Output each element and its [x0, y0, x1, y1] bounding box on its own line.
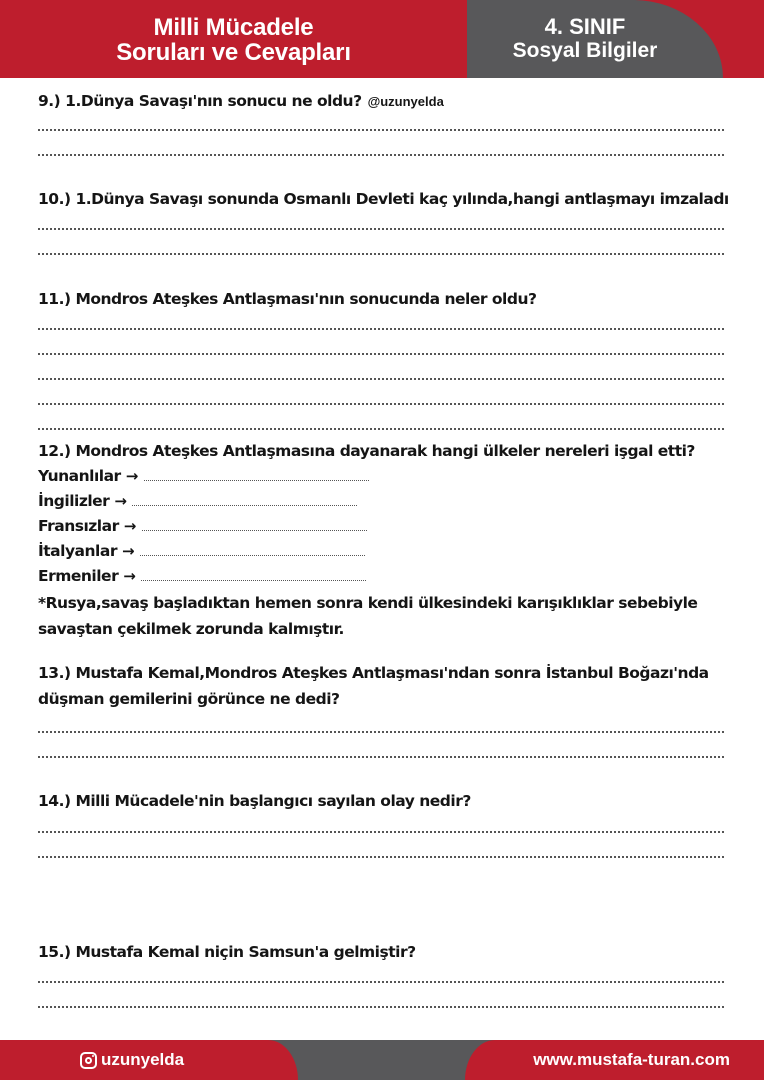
question-10: 10.) 1.Dünya Savaşı sonunda Osmanlı Devleti kaç yılında,hangi antlaşmayı imzaladı [38, 190, 729, 208]
question-text: 9.) 1.Dünya Savaşı'nın sonucu ne oldu? [38, 92, 362, 110]
question-14: 14.) Milli Mücadele'nin başlangıcı sayılan olay nedir? [38, 792, 471, 810]
arrow-right-icon: → [125, 467, 138, 485]
answer-blank[interactable] [140, 545, 365, 556]
country-label: İngilizler [38, 492, 110, 510]
answer-line[interactable] [38, 253, 724, 255]
question-11: 11.) Mondros Ateşkes Antlaşması'nın sonucunda neler oldu? [38, 290, 537, 308]
page-header [0, 0, 764, 78]
page-footer [0, 1040, 764, 1080]
instagram-icon [80, 1052, 97, 1069]
answer-line[interactable] [38, 154, 724, 156]
subject-label: Sosyal Bilgiler [512, 39, 658, 62]
arrow-right-icon: → [123, 567, 136, 585]
instagram-badge[interactable] [0, 1040, 298, 1080]
answer-line[interactable] [38, 129, 724, 131]
arrow-right-icon: → [123, 517, 136, 535]
arrow-right-icon: → [121, 542, 135, 560]
answer-blank[interactable] [132, 495, 357, 506]
occupier-italyanlar [38, 542, 365, 560]
country-label: Yunanlılar [38, 467, 121, 485]
answer-line[interactable] [38, 981, 724, 983]
answer-line[interactable] [38, 353, 724, 355]
occupier-ingilizler [38, 492, 357, 510]
occupier-ermeniler [38, 567, 366, 585]
answer-line[interactable] [38, 328, 724, 330]
grade-subject-tab [467, 0, 723, 78]
answer-line[interactable] [38, 856, 724, 858]
question-9 [38, 92, 444, 110]
answer-blank[interactable] [141, 570, 366, 581]
question-15: 15.) Mustafa Kemal niçin Samsun'a gelmiştir? [38, 943, 416, 961]
answer-line[interactable] [38, 831, 724, 833]
website-link[interactable]: www.mustafa-turan.com [533, 1050, 730, 1069]
country-label: İtalyanlar [38, 542, 117, 560]
title-line-2: Soruları ve Cevapları [116, 39, 351, 66]
answer-line[interactable] [38, 1006, 724, 1008]
occupier-yunanlilar [38, 467, 369, 485]
occupier-fransizlar [38, 517, 367, 535]
answer-line[interactable] [38, 731, 724, 733]
website-badge[interactable] [465, 1040, 764, 1080]
answer-line[interactable] [38, 403, 724, 405]
instagram-handle[interactable]: uzunyelda [101, 1050, 185, 1069]
worksheet-title [0, 0, 467, 78]
russia-note: *Rusya,savaş başladıktan hemen sonra kendi ülkesindeki karışıklıklar sebebiyle savaştan çekilmek zorunda kalmıştır. [38, 594, 698, 638]
answer-line[interactable] [38, 378, 724, 380]
title-line-1: Milli Mücadele [153, 14, 314, 41]
answer-line[interactable] [38, 428, 724, 430]
answer-blank[interactable] [144, 470, 369, 481]
worksheet-body [38, 80, 728, 1035]
answer-line[interactable] [38, 228, 724, 230]
answer-line[interactable] [38, 756, 724, 758]
arrow-right-icon: → [114, 492, 127, 510]
country-label: Fransızlar [38, 517, 119, 535]
country-label: Ermeniler [38, 567, 119, 585]
question-13-line-1: 13.) Mustafa Kemal,Mondros Ateşkes Antlaşması'ndan sonra İstanbul Boğazı'nda [38, 664, 709, 682]
author-tag: @uzunyelda [367, 94, 444, 109]
grade-label: 4. SINIF [544, 14, 626, 39]
answer-blank[interactable] [142, 520, 367, 531]
question-13-line-2: düşman gemilerini görünce ne dedi? [38, 690, 340, 708]
question-12: 12.) Mondros Ateşkes Antlaşmasına dayanarak hangi ülkeler nereleri işgal etti? [38, 442, 695, 460]
